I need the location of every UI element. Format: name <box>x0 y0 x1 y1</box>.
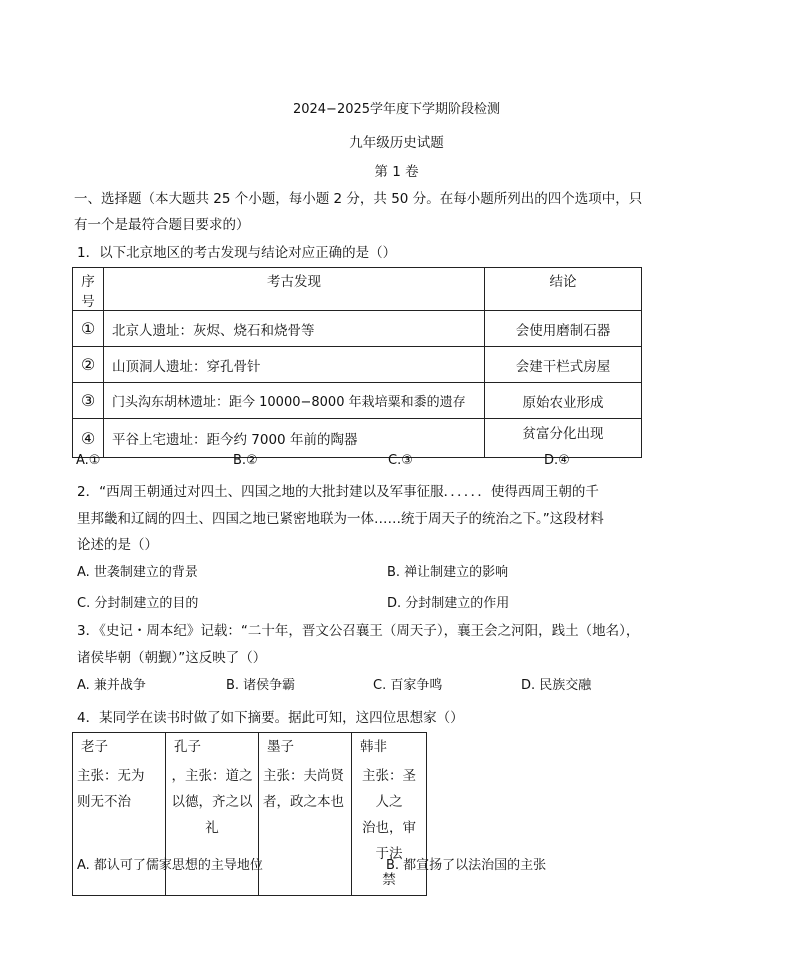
claim-line: 主张：无为 <box>77 768 145 784</box>
claim-line: 以德，齐之以 <box>171 794 253 810</box>
claim-line: 禁 <box>382 872 396 888</box>
q1-option-c[interactable]: C.③ <box>388 453 413 468</box>
header-cell-conclusion: 结论 <box>485 268 642 311</box>
q1-option-d[interactable]: D.④ <box>544 453 570 468</box>
table-row <box>73 311 642 347</box>
claim-line: 则无不治 <box>77 794 131 810</box>
q3-option-d[interactable]: D. 民族交融 <box>521 678 592 693</box>
table-header-row <box>73 733 427 762</box>
claim-line: 主张：夫尚贤 <box>263 768 344 784</box>
claim-line: 治也，审于法 <box>362 820 416 862</box>
claim-line: 者，政之本也 <box>263 794 344 810</box>
row-discovery: 门头沟东胡林遗址：距今 10000−8000 年栽培粟和黍的遗存 <box>104 383 485 419</box>
q3-stem-line2: 诸侯毕朝（朝觐）”这反映了（） <box>77 650 267 666</box>
exam-subject: 九年级历史试题 <box>349 135 444 151</box>
claim-line: 礼 <box>205 820 219 836</box>
thinker-claim <box>259 761 352 896</box>
thinker-claim <box>73 761 166 896</box>
q2-stem-line1: 2．“西周王朝通过对四土、四国之地的大批封建以及军事征服．．．．．．使得西周王朝的千 <box>77 484 599 500</box>
exam-volume: 第 1 卷 <box>374 164 419 180</box>
row-conclusion: 会使用磨制石器 <box>485 311 642 347</box>
q1-option-b[interactable]: B.② <box>233 453 258 468</box>
thinker-name: 韩非 <box>352 733 427 762</box>
thinker-claim <box>166 761 259 896</box>
q3-option-b[interactable]: B. 诸侯争霸 <box>226 678 296 693</box>
row-discovery: 山顶洞人遗址：穿孔骨针 <box>104 347 485 383</box>
table-row <box>73 347 642 383</box>
q2-stem-line2: 里邦畿和辽阔的四土、四国之地已紧密地联为一体……统于周天子的统治之下。”这段材料 <box>77 511 604 527</box>
q2-stem-line3: 论述的是（） <box>77 537 158 553</box>
claim-line: 主张：圣人之 <box>362 768 416 810</box>
q4-stem: 4．某同学在读书时做了如下摘要。据此可知，这四位思想家（） <box>77 710 464 726</box>
table-row <box>73 383 642 419</box>
table-header-row <box>73 268 642 311</box>
row-index: ③ <box>73 383 104 419</box>
q4-option-b[interactable]: B. 都宣扬了以法治国的主张 <box>386 858 547 873</box>
q3-option-a[interactable]: A. 兼并战争 <box>77 678 146 693</box>
section-instruction-line1: 一、选择题（本大题共 25 个小题，每小题 2 分，共 50 分。在每小题所列出的四个选项中，只 <box>74 191 643 207</box>
claim-line: ，主张：道之 <box>171 768 253 784</box>
table-row <box>73 761 427 896</box>
row-conclusion: 会建干栏式房屋 <box>485 347 642 383</box>
header-cell-discovery: 考古发现 <box>104 268 485 311</box>
q2-option-b[interactable]: B. 禅让制建立的影响 <box>387 565 509 580</box>
header-cell-index: 序号 <box>73 268 104 311</box>
q2-option-d[interactable]: D. 分封制建立的作用 <box>387 596 510 611</box>
q2-option-a[interactable]: A. 世袭制建立的背景 <box>77 565 198 580</box>
row-conclusion: 原始农业形成 <box>485 383 642 419</box>
row-index: ① <box>73 311 104 347</box>
q1-option-a[interactable]: A.① <box>76 453 101 468</box>
q1-stem: 1．以下北京地区的考古发现与结论对应正确的是（） <box>77 245 397 261</box>
row-discovery: 北京人遗址：灰烬、烧石和烧骨等 <box>104 311 485 347</box>
q4-option-a[interactable]: A. 都认可了儒家思想的主导地位 <box>77 858 263 873</box>
q3-option-c[interactable]: C. 百家争鸣 <box>373 678 443 693</box>
thinker-name: 墨子 <box>259 733 352 762</box>
thinker-name: 孔子 <box>166 733 259 762</box>
table-row <box>73 419 642 458</box>
row-conclusion: 贫富分化出现 <box>485 419 642 458</box>
thinker-claim <box>352 761 427 896</box>
q2-option-c[interactable]: C. 分封制建立的目的 <box>77 596 199 611</box>
row-discovery: 平谷上宅遗址：距今约 7000 年前的陶器 <box>104 419 485 458</box>
q3-stem-line1: 3．《史记・周本纪》记载：“二十年，晋文公召襄王（周天子），襄王会之河阳，践土（地名）， <box>77 623 640 639</box>
row-index: ④ <box>73 419 104 458</box>
q1-table <box>72 267 642 458</box>
thinker-name: 老子 <box>73 733 166 762</box>
exam-title: 2024−2025学年度下学期阶段检测 <box>292 102 501 117</box>
row-index: ② <box>73 347 104 383</box>
section-instruction-line2: 有一个是最符合题目要求的） <box>74 217 250 233</box>
